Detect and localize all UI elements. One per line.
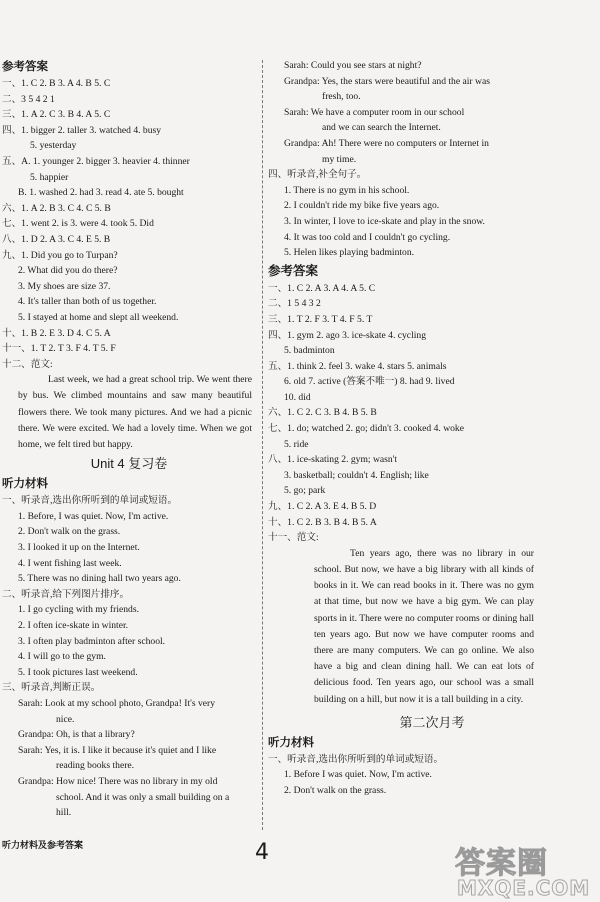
dialogue-line: Sarah: Look at my school photo, Grandpa! It's very <box>18 698 216 710</box>
answer-line: 十二、范文: <box>2 358 53 370</box>
dialogue-line: and we can search the Internet. <box>322 122 441 134</box>
answer-line: 5. ride <box>284 438 309 450</box>
list-item: 5. Helen likes playing badminton. <box>284 247 415 259</box>
answer-line: 一、1. C 2. B 3. A 4. B 5. C <box>2 78 111 89</box>
answer-line: 3. My shoes are size 37. <box>18 280 111 292</box>
answer-line: 5. badminton <box>284 345 335 357</box>
answer-line: 八、1. ice-skating 2. gym; wasn't <box>268 454 398 466</box>
answer-line: 一、1. C 2. A 3. A 4. A 5. C <box>268 282 376 294</box>
watermark-url: MXQE.COM <box>457 876 591 900</box>
section-title: 二、听录音,给下列图片排序。 <box>2 588 130 600</box>
answer-line: 十、1. C 2. B 3. B 4. B 5. A <box>268 516 377 528</box>
answer-line: 六、1. A 2. B 3. C 4. C 5. B <box>2 202 111 214</box>
list-item: 4. It was too cold and I couldn't go cycling. <box>284 231 451 243</box>
speaker: Grandpa: <box>284 75 320 87</box>
answer-line: 十一、1. T 2. T 3. F 4. T 5. F <box>2 343 116 355</box>
list-item: 1. I go cycling with my friends. <box>18 604 139 616</box>
dialogue-line: Grandpa: How nice! There was no library in my old <box>18 775 218 787</box>
answer-line: 七、1. went 2. is 3. were 4. took 5. Did <box>2 218 154 230</box>
speaker: Sarah: <box>18 698 43 710</box>
page-number: 4 <box>255 840 269 865</box>
listening-heading: 听力材料 <box>268 736 314 749</box>
answer-line: 10. did <box>284 391 311 403</box>
list-item: 4. I will go to the gym. <box>18 651 106 663</box>
answer-line: 5. happier <box>30 171 69 183</box>
list-item: 3. In winter, I love to ice-skate and play in the snow. <box>284 215 485 227</box>
list-item: 3. I looked it up on the Internet. <box>18 542 140 554</box>
left-column <box>2 58 256 821</box>
speaker: Sarah: <box>284 60 309 71</box>
answer-line: 五、A. 1. younger 2. bigger 3. heavier 4. thinner <box>2 155 190 167</box>
answer-line: 十、1. B 2. E 3. D 4. C 5. A <box>2 327 111 339</box>
page-footer: 听力材料及参考答案 <box>2 840 84 850</box>
list-item: 1. Before, I was quiet. Now, I'm active. <box>18 510 169 522</box>
answer-line: 三、1. T 2. F 3. T 4. F 5. T <box>268 313 373 325</box>
list-item: 4. I went fishing last week. <box>18 557 122 569</box>
dialogue-line: Grandpa: Yes, the stars were beautiful and the air was <box>284 75 490 87</box>
answer-line: 二、1 5 4 3 2 <box>268 298 321 310</box>
answers-heading: 参考答案 <box>2 61 48 73</box>
answer-line: 5. yesterday <box>30 140 77 152</box>
answer-line: B. 1. washed 2. had 3. read 4. ate 5. bought <box>18 187 184 199</box>
section-title: 一、听录音,选出你所听到的单词或短语。 <box>2 495 178 507</box>
answer-line: 5. go; park <box>284 485 326 497</box>
speaker: Grandpa: <box>18 729 54 741</box>
section-title: 四、听录音,补全句子。 <box>268 169 367 181</box>
answer-line: 六、1. C 2. C 3. B 4. B 5. B <box>268 407 377 419</box>
speaker: Grandpa: <box>18 775 54 787</box>
answer-line: 2. What did you do there? <box>18 265 118 277</box>
monthly-title: 第二次月考 <box>399 714 465 730</box>
unit-title: Unit 4 复习卷 <box>90 456 168 472</box>
answer-line: 二、3 5 4 2 1 <box>2 93 55 105</box>
dialogue-line: my time. <box>322 153 357 165</box>
answer-line: 四、1. gym 2. ago 3. ice-skate 4. cycling <box>268 329 426 341</box>
list-item: 1. Before I was quiet. Now, I'm active. <box>284 769 432 781</box>
column-divider <box>262 60 263 830</box>
dialogue-line: Sarah: Yes, it is. I like it because it's quiet and I like <box>18 744 217 756</box>
speaker: Sarah: <box>284 106 309 118</box>
speaker: Sarah: <box>18 744 43 756</box>
section-title: 一、听录音,选出你所听到的单词或短语。 <box>268 753 444 765</box>
answer-line: 5. I stayed at home and slept all weekend. <box>18 311 179 323</box>
list-item: 5. There was no dining hall two years ago. <box>18 573 181 585</box>
answer-line: 4. It's taller than both of us together. <box>18 296 157 308</box>
answer-line: 七、1. do; watched 2. go; didn't 3. cooked 4. woke <box>268 423 464 435</box>
listening-heading: 听力材料 <box>2 478 48 491</box>
dialogue-line: Grandpa: Oh, is that a library? <box>18 729 135 741</box>
dialogue-line: Grandpa: Ah! There were no computers or Internet in <box>284 137 489 149</box>
answer-line: 6. old 7. active (答案不唯一) 8. had 9. lived <box>284 376 455 388</box>
dialogue-line: Sarah: Could you see stars at night? <box>284 60 422 71</box>
list-item: 2. Don't walk on the grass. <box>284 785 387 797</box>
list-item: 2. I couldn't ride my bike five years ago. <box>284 200 440 212</box>
list-item: 2. I often ice-skate in winter. <box>18 620 129 632</box>
list-item: 5. I took pictures last weekend. <box>18 666 138 678</box>
dialogue-line: Sarah: We have a computer room in our school <box>284 106 465 118</box>
answers-heading: 参考答案 <box>268 263 319 278</box>
answer-line: 十一、范文: <box>268 532 319 544</box>
dialogue-line: hill. <box>56 807 72 819</box>
answer-line: 八、1. D 2. A 3. C 4. E 5. B <box>2 233 111 245</box>
answer-line: 四、1. bigger 2. taller 3. watched 4. busy <box>2 124 162 136</box>
dialogue-line: fresh, too. <box>322 91 361 103</box>
answer-line: 九、1. C 2. A 3. E 4. B 5. D <box>268 501 377 513</box>
answer-line: 3. basketball; couldn't 4. English; like <box>284 469 429 481</box>
answer-line: 九、1. Did you go to Turpan? <box>2 249 118 261</box>
dialogue-line: reading books there. <box>56 760 135 772</box>
speaker: Grandpa: <box>284 137 320 149</box>
watermark-logo: 答案圈 <box>455 846 548 881</box>
section-title: 三、听录音,判断正误。 <box>2 682 101 694</box>
list-item: 1. There is no gym in his school. <box>284 184 410 196</box>
right-column <box>268 58 596 799</box>
essay-paragraph: Last week, we had a great school trip. We went there by bus. We climbed mountains and saw many beautiful flowers there. We took many pictures. And we had a picnic there. We were excited. We had a lovely time. When we got home, we felt tired but happy. <box>18 374 252 451</box>
dialogue-line: school. And it was only a small building on a <box>56 791 230 803</box>
essay-paragraph: Ten years ago, there was no library in our school. But now, we have a big library with all kinds of books in it. We can read books in it. There was no gym at that time, but now we have a big gym. We can play sports in it. There were no computer rooms or dining hall ten years ago. But now we have computer rooms and there are many computers. We can go online. We also have a big and clean dining hall. We can eat lots of delicious food. Ten years ago, our school was a small building on a hill, but now it is a tall building in a city. <box>314 547 534 705</box>
answer-line: 三、1. A 2. C 3. B 4. A 5. C <box>2 109 111 121</box>
list-item: 2. Don't walk on the grass. <box>18 526 121 538</box>
watermark <box>455 838 595 900</box>
list-item: 3. I often play badminton after school. <box>18 635 166 647</box>
answer-line: 五、1. think 2. feel 3. wake 4. stars 5. animals <box>268 360 447 372</box>
dialogue-line: nice. <box>56 713 75 725</box>
